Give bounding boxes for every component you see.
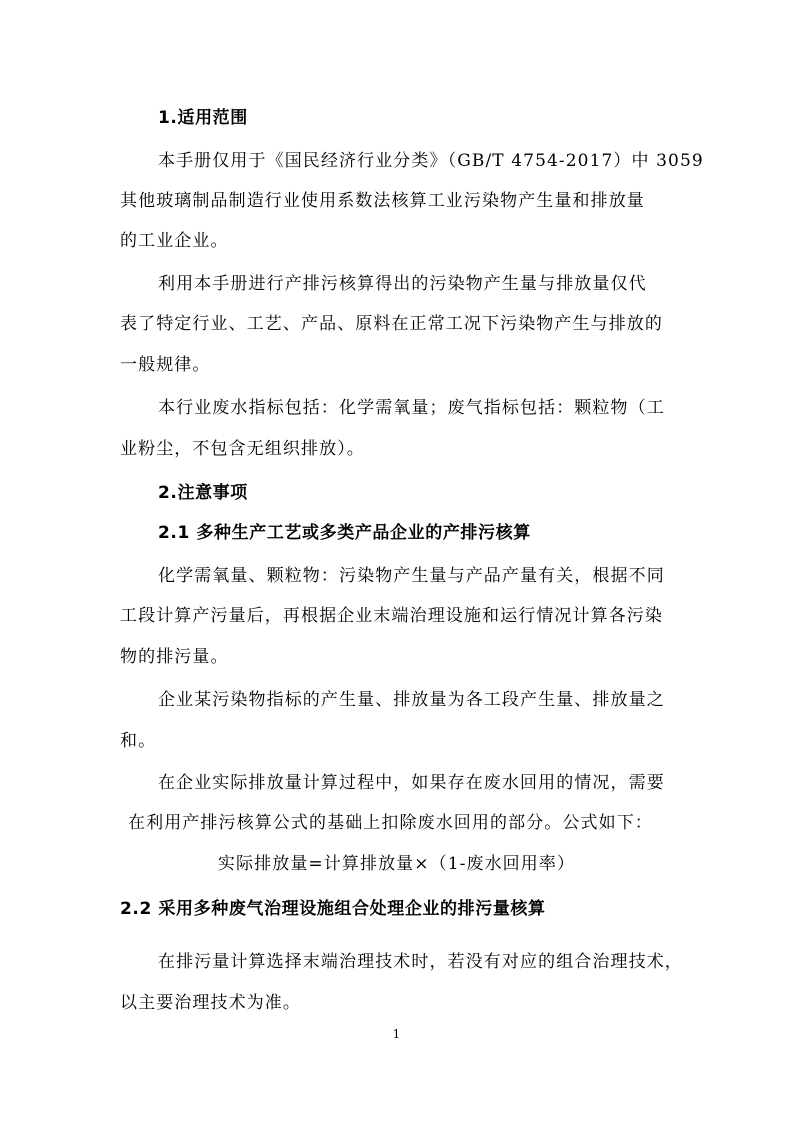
- paragraph-line: 表了特定行业、工艺、产品、原料在正常工况下污染物产生与排放的: [120, 314, 663, 334]
- paragraph-line: 其他玻璃制品制造行业使用系数法核算工业污染物产生量和排放量: [120, 191, 645, 211]
- formula: 实际排放量=计算排放量×（1-废水回用率）: [217, 854, 576, 874]
- paragraph-line: 一般规律。: [120, 355, 211, 375]
- section-2-heading: 2.注意事项: [158, 483, 248, 503]
- paragraph-line: 在利用产排污核算公式的基础上扣除废水回用的部分。公式如下：: [128, 813, 653, 833]
- paragraph-line: 业粉尘，不包含无组织排放）。: [120, 439, 365, 459]
- paragraph-line: 企业某污染物指标的产生量、排放量为各工段产生量、排放量之: [158, 690, 665, 710]
- paragraph-line: 本行业废水指标包括：化学需氧量；废气指标包括：颗粒物（工: [158, 398, 665, 418]
- subsection-2-1-heading: 2.1 多种生产工艺或多类产品企业的产排污核算: [158, 523, 531, 543]
- paragraph-line: 化学需氧量、颗粒物：污染物产生量与产品产量有关，根据不同: [158, 566, 665, 586]
- section-1-heading: 1.适用范围: [158, 108, 248, 128]
- paragraph-line: 在企业实际排放量计算过程中，如果存在废水回用的情况，需要: [158, 773, 665, 793]
- paragraph-line: 工段计算产污量后，再根据企业末端治理设施和运行情况计算各污染: [120, 606, 663, 626]
- page-number: 1: [392, 1027, 401, 1041]
- paragraph-line: 在排污量计算选择末端治理技术时，若没有对应的组合治理技术，: [158, 952, 683, 972]
- paragraph-line: 以主要治理技术为准。: [120, 993, 301, 1013]
- paragraph-line: 的工业企业。: [120, 231, 229, 251]
- paragraph-line: 物的排污量。: [120, 647, 229, 667]
- paragraph-line: 本手册仅用于《国民经济行业分类》（GB/T 4754-2017）中 3059: [158, 151, 704, 171]
- paragraph-line: 利用本手册进行产排污核算得出的污染物产生量与排放量仅代: [158, 274, 647, 294]
- paragraph-line: 和。: [120, 731, 157, 751]
- subsection-2-2-heading: 2.2 采用多种废气治理设施组合处理企业的排污量核算: [120, 899, 546, 919]
